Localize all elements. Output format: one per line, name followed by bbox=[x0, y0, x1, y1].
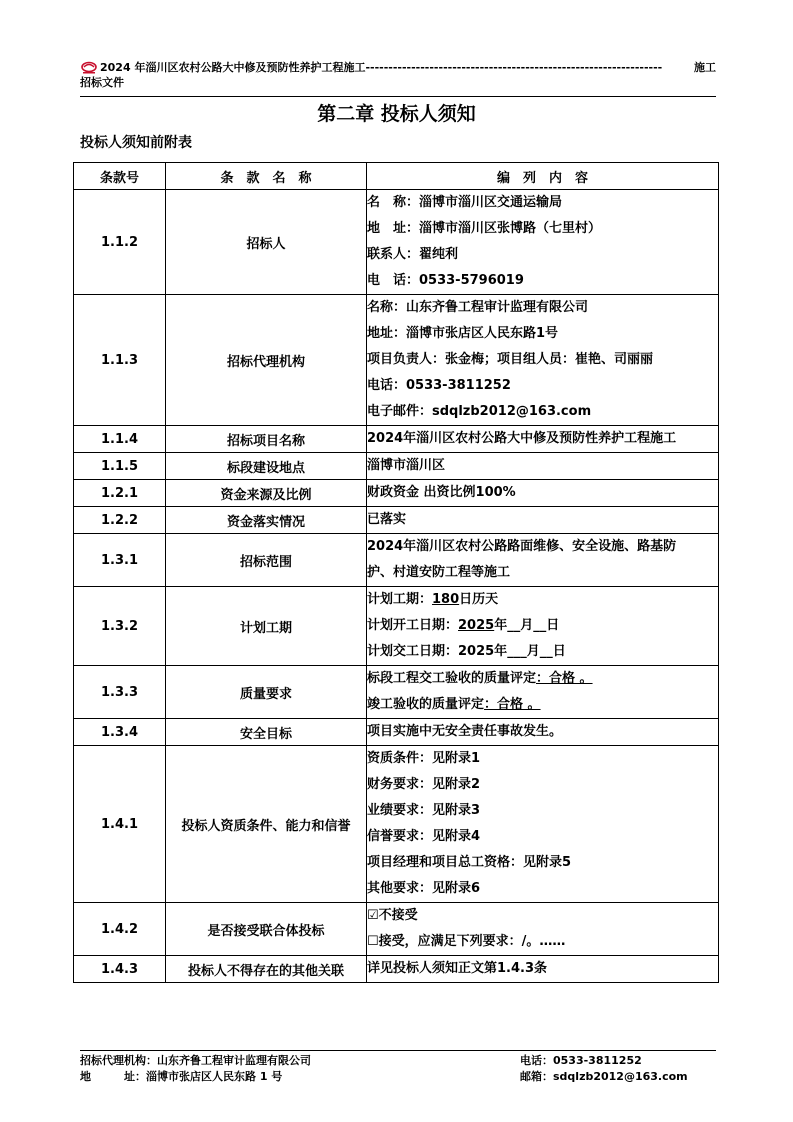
bidder-instructions-table bbox=[73, 162, 719, 983]
clause-content bbox=[367, 666, 719, 719]
table-row bbox=[74, 426, 719, 453]
header-line-1 bbox=[80, 60, 716, 75]
clause-name: 招标范围 bbox=[166, 534, 367, 587]
quality-section-label: 标段工程交工验收的质量评定 bbox=[367, 671, 537, 686]
quality-section-acceptance bbox=[367, 666, 718, 692]
clause-number: 1.2.2 bbox=[74, 507, 166, 534]
content-line: 电 话：0533-5796019 bbox=[367, 273, 524, 288]
clause-name: 资金落实情况 bbox=[166, 507, 367, 534]
table-row bbox=[74, 480, 719, 507]
clause-name: 质量要求 bbox=[166, 666, 367, 719]
footer-agency: 招标代理机构：山东齐鲁工程审计监理有限公司 bbox=[80, 1054, 311, 1067]
content-line: 资质条件：见附录1 bbox=[367, 751, 481, 766]
company-logo-icon bbox=[80, 61, 98, 75]
option-accept bbox=[367, 929, 718, 955]
unchecked-checkbox-icon: ☐ bbox=[367, 934, 379, 949]
quality-final-value: ：合格 。 bbox=[484, 697, 541, 712]
table-row bbox=[74, 534, 719, 587]
planned-completion-blank: ___ bbox=[507, 644, 527, 659]
table-row bbox=[74, 666, 719, 719]
clause-name: 投标人资质条件、能力和信誉 bbox=[166, 746, 367, 903]
option-not-accept-label: 不接受 bbox=[378, 908, 418, 923]
clause-content bbox=[367, 453, 719, 480]
quality-final-label: 竣工验收的质量评定 bbox=[367, 697, 485, 712]
clause-number: 1.3.1 bbox=[74, 534, 166, 587]
planned-start-year: 2025 bbox=[458, 618, 495, 633]
content-line: 2024年淄川区农村公路大中修及预防性养护工程施工 bbox=[367, 431, 677, 446]
header-suffix: 施工 bbox=[694, 61, 716, 74]
clause-name: 招标项目名称 bbox=[166, 426, 367, 453]
content-line: 财务要求：见附录2 bbox=[367, 777, 481, 792]
col-header-clause-name: 条 款 名 称 bbox=[166, 163, 367, 190]
footer-address: 地 址：淄博市张店区人民东路 1 号 bbox=[80, 1070, 283, 1083]
content-line: 名称：山东齐鲁工程审计监理有限公司 bbox=[367, 300, 589, 315]
content-line: 护、村道安防工程等施工 bbox=[367, 565, 511, 580]
planned-duration-unit: 日历天 bbox=[459, 592, 499, 607]
table-row bbox=[74, 587, 719, 666]
table-row bbox=[74, 453, 719, 480]
checked-checkbox-icon: ☑ bbox=[367, 908, 379, 923]
content-line: 其他要求：见附录6 bbox=[367, 881, 481, 896]
clause-number: 1.1.5 bbox=[74, 453, 166, 480]
header-dashes: ----------------------------------------------------------------- bbox=[365, 61, 663, 74]
clause-name: 安全目标 bbox=[166, 719, 367, 746]
quality-section-value: ：合格 。 bbox=[536, 671, 593, 686]
clause-name: 计划工期 bbox=[166, 587, 367, 666]
clause-content bbox=[367, 426, 719, 453]
table-row bbox=[74, 295, 719, 426]
table-header-row bbox=[74, 163, 719, 190]
section-subtitle: 投标人须知前附表 bbox=[80, 135, 192, 151]
clause-number: 1.1.4 bbox=[74, 426, 166, 453]
page-footer bbox=[80, 1053, 716, 1085]
chapter-title: 第二章 投标人须知 bbox=[317, 103, 476, 125]
table-row bbox=[74, 719, 719, 746]
clause-number: 1.2.1 bbox=[74, 480, 166, 507]
table-row bbox=[74, 190, 719, 295]
planned-completion-rest: 月__日 bbox=[526, 644, 566, 659]
content-line: 2024年淄川区农村公路路面维修、安全设施、路基防 bbox=[367, 539, 677, 554]
footer-phone: 电话：0533-3811252 bbox=[520, 1054, 642, 1067]
content-line: 已落实 bbox=[367, 512, 407, 527]
planned-duration-days: 180 bbox=[432, 592, 460, 607]
planned-start-rest: 年__月__日 bbox=[494, 618, 560, 633]
header-divider bbox=[80, 96, 716, 97]
table-row bbox=[74, 746, 719, 903]
footer-divider bbox=[80, 1050, 716, 1051]
clause-number: 1.3.3 bbox=[74, 666, 166, 719]
planned-completion-label: 计划交工日期：2025年 bbox=[367, 644, 508, 659]
content-line: 联系人：翟纯利 bbox=[367, 247, 459, 262]
clause-content bbox=[367, 534, 719, 587]
clause-content bbox=[367, 746, 719, 903]
clause-name: 招标代理机构 bbox=[166, 295, 367, 426]
planned-duration-label: 计划工期： bbox=[367, 592, 433, 607]
clause-number: 1.4.1 bbox=[74, 746, 166, 903]
content-line: 地 址：淄博市淄川区张博路（七里村） bbox=[367, 221, 602, 236]
quality-final-acceptance bbox=[367, 692, 718, 718]
clause-content bbox=[367, 507, 719, 534]
clause-content bbox=[367, 190, 719, 295]
page-header bbox=[80, 60, 716, 90]
clause-number: 1.4.2 bbox=[74, 903, 166, 956]
table-row bbox=[74, 956, 719, 983]
clause-number: 1.3.2 bbox=[74, 587, 166, 666]
content-line: 详见投标人须知正文第1.4.3条 bbox=[367, 961, 548, 976]
col-header-content: 编 列 内 容 bbox=[367, 163, 719, 190]
clause-name: 招标人 bbox=[166, 190, 367, 295]
footer-email: 邮箱：sdqlzb2012@163.com bbox=[520, 1070, 688, 1083]
option-not-accept bbox=[367, 903, 718, 929]
clause-content bbox=[367, 587, 719, 666]
content-line: 信誉要求：见附录4 bbox=[367, 829, 481, 844]
content-line: 项目实施中无安全责任事故发生。 bbox=[367, 724, 563, 739]
table-row bbox=[74, 903, 719, 956]
planned-start-label: 计划开工日期： bbox=[367, 618, 459, 633]
content-line: 地址：淄博市张店区人民东路1号 bbox=[367, 326, 559, 341]
clause-name: 投标人不得存在的其他关联 bbox=[166, 956, 367, 983]
content-line: 淄博市淄川区 bbox=[367, 458, 446, 473]
content-line: 项目负责人：张金梅；项目组人员：崔艳、司丽丽 bbox=[367, 352, 654, 367]
clause-number: 1.1.2 bbox=[74, 190, 166, 295]
table-body bbox=[74, 190, 719, 983]
content-line: 财政资金 出资比例100% bbox=[367, 485, 516, 500]
header-line-2: 招标文件 bbox=[80, 76, 124, 89]
table-row bbox=[74, 507, 719, 534]
clause-content bbox=[367, 295, 719, 426]
clause-content bbox=[367, 903, 719, 956]
planned-start-date bbox=[367, 613, 718, 639]
clause-name: 标段建设地点 bbox=[166, 453, 367, 480]
clause-content bbox=[367, 956, 719, 983]
content-line: 电子邮件：sdqlzb2012@163.com bbox=[367, 404, 592, 419]
col-header-clause-no: 条款号 bbox=[74, 163, 166, 190]
option-accept-label: 接受，应满足下列要求：/。…… bbox=[378, 934, 566, 949]
content-line: 电话：0533-3811252 bbox=[367, 378, 511, 393]
clause-number: 1.4.3 bbox=[74, 956, 166, 983]
clause-content bbox=[367, 480, 719, 507]
content-line: 项目经理和项目总工资格：见附录5 bbox=[367, 855, 572, 870]
clause-name: 资金来源及比例 bbox=[166, 480, 367, 507]
content-line: 名 称：淄博市淄川区交通运输局 bbox=[367, 195, 563, 210]
clause-name: 是否接受联合体投标 bbox=[166, 903, 367, 956]
clause-number: 1.3.4 bbox=[74, 719, 166, 746]
planned-duration bbox=[367, 587, 718, 613]
planned-completion-date bbox=[367, 639, 718, 665]
content-line: 业绩要求：见附录3 bbox=[367, 803, 481, 818]
clause-content bbox=[367, 719, 719, 746]
header-project-title: 2024 年淄川区农村公路大中修及预防性养护工程施工 bbox=[100, 61, 366, 74]
clause-number: 1.1.3 bbox=[74, 295, 166, 426]
